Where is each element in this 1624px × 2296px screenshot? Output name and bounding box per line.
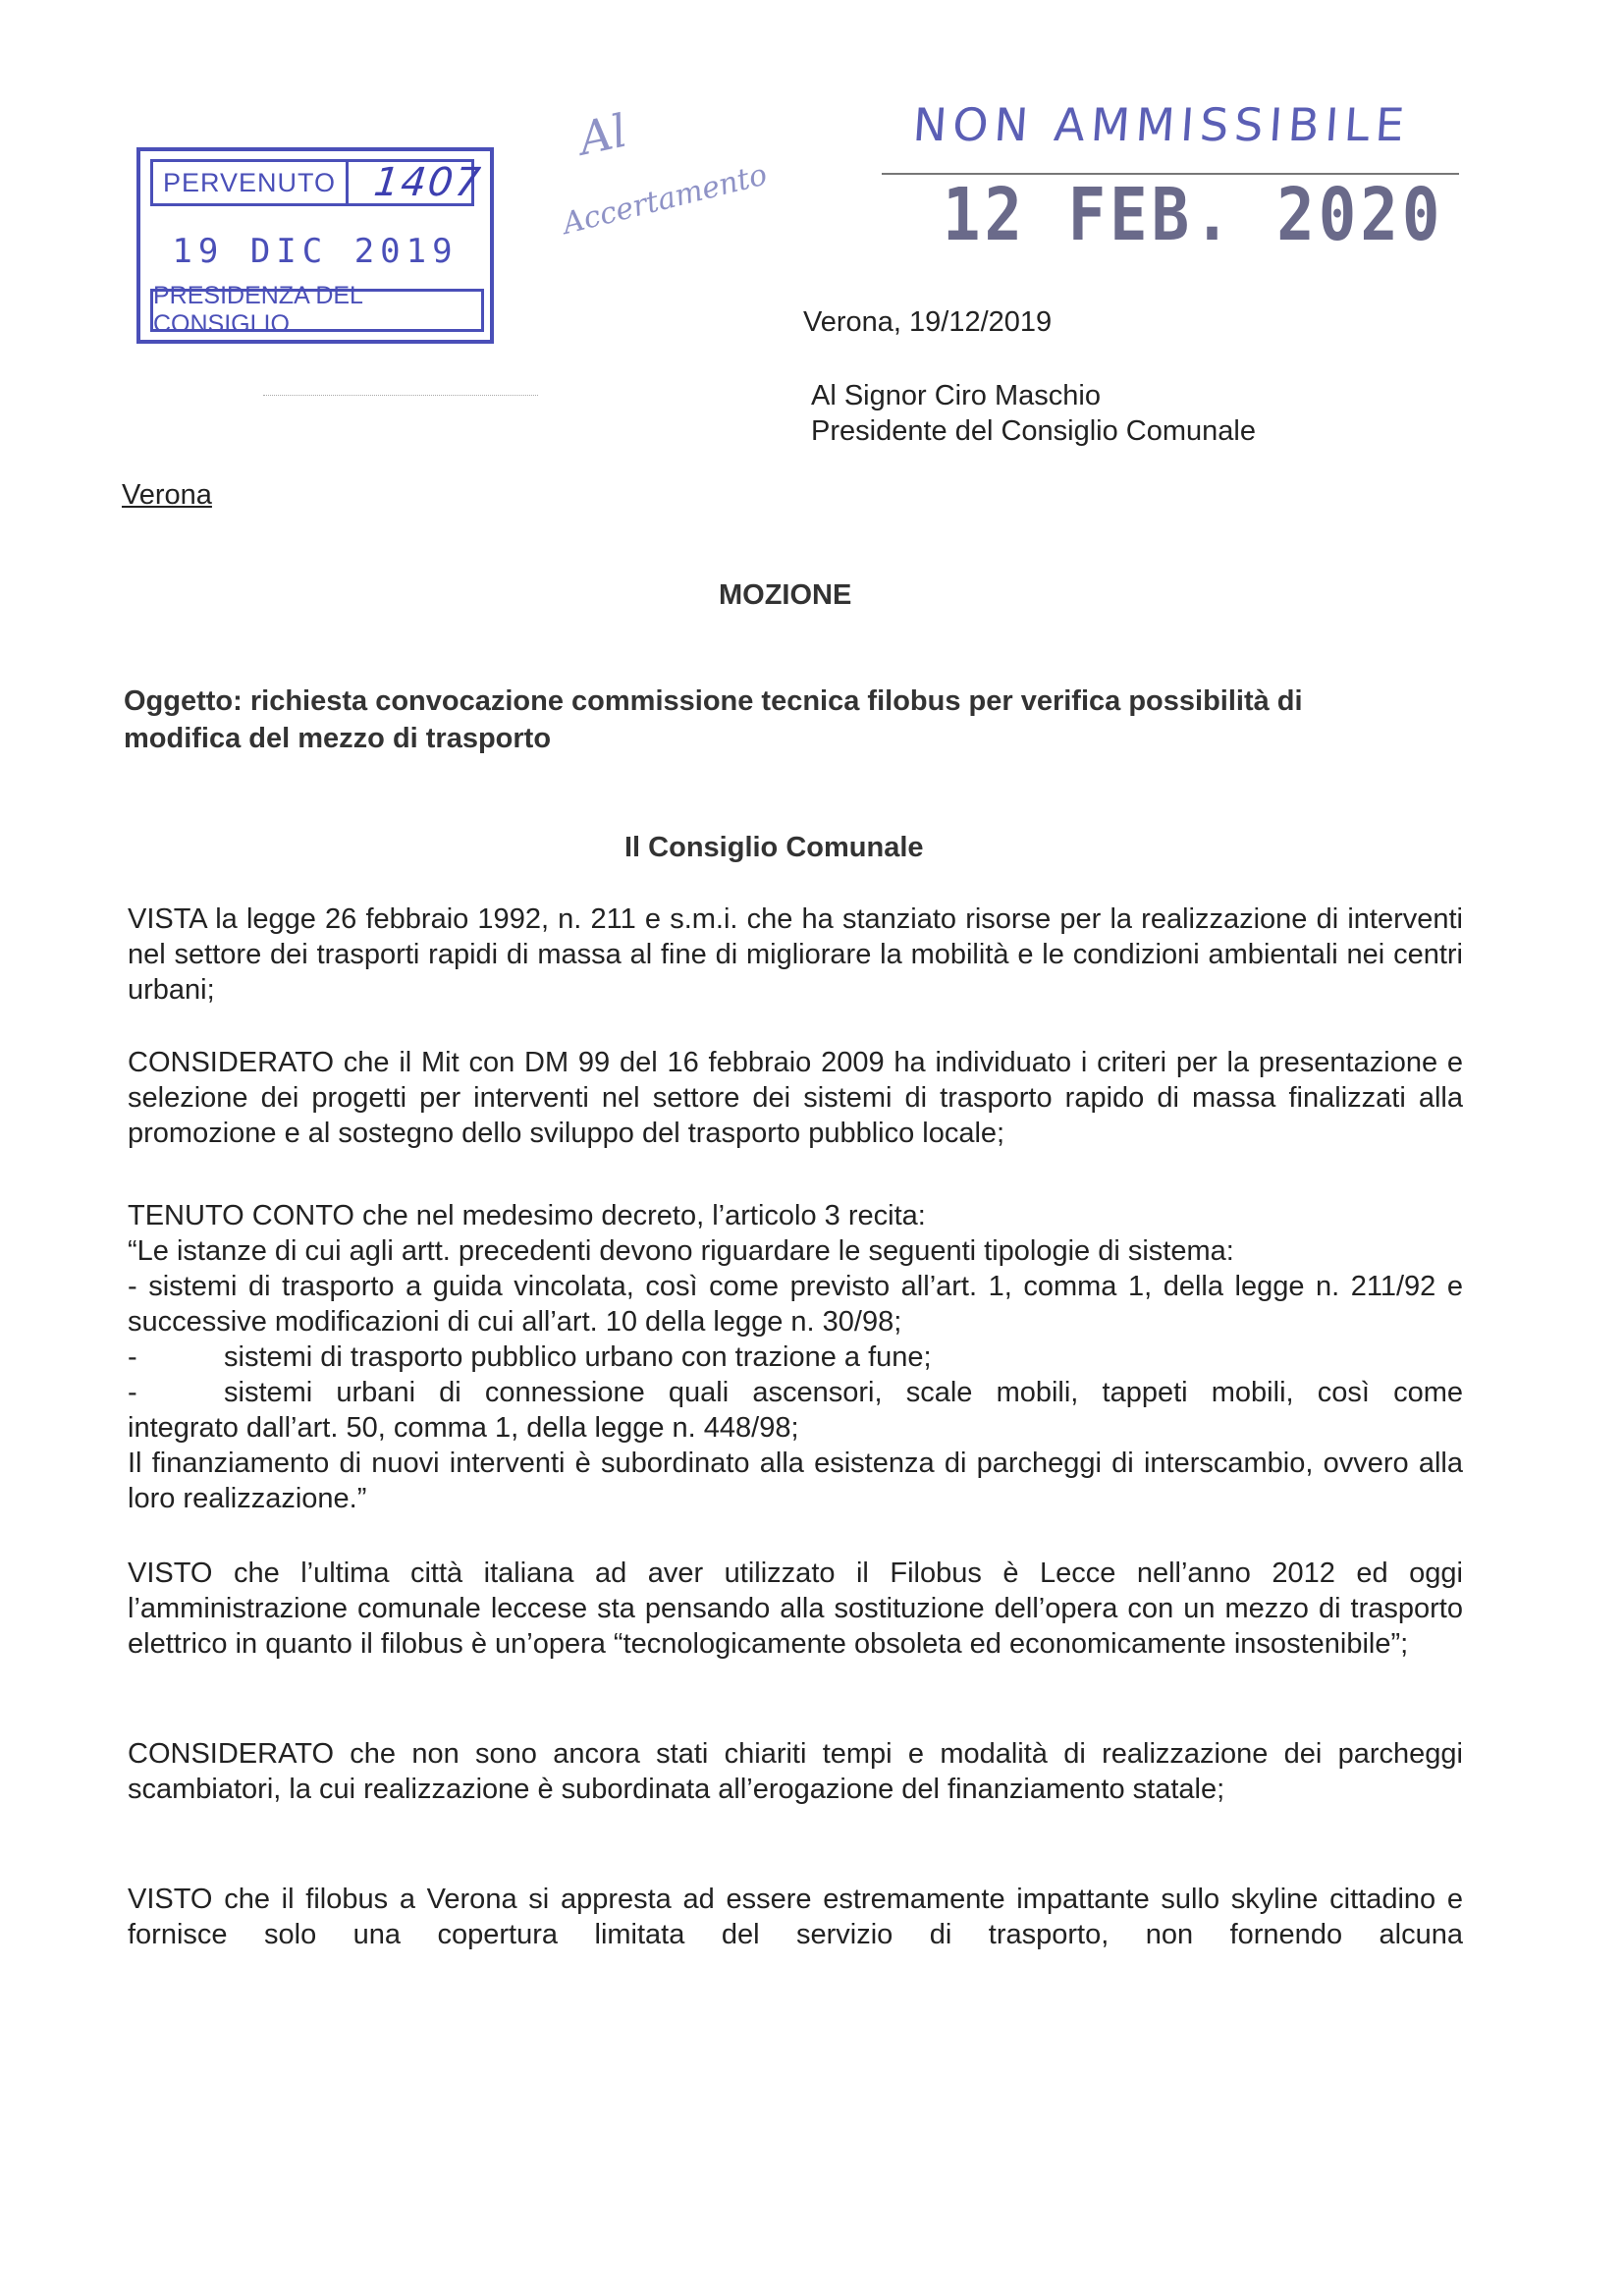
quote-closing: Il finanziamento di nuovi interventi è subordinato alla esistenza di parcheggi di interscambio, ovvero alla loro realizzazione.” [128, 1448, 1463, 1514]
quote-item-3: sistemi urbani di connessione quali ascensori, scale mobili, tappeti mobili, così come [224, 1377, 1463, 1408]
document-title: MOZIONE [719, 579, 852, 611]
place-date: Verona, 19/12/2019 [803, 306, 1053, 338]
council-heading: Il Consiglio Comunale [624, 832, 924, 863]
paragraph-visto-1: VISTO che l’ultima città italiana ad aver utilizzato il Filobus è Lecce nell’anno 2012 ed oggi l’amministrazione comunale leccese sta pensando alla sostituzione dell’opera con un mezzo di trasporto elettrico in quanto il filobus è un’opera “tecnologicamente obsoleta ed economicamente insostenibile”; [128, 1558, 1463, 1660]
handwritten-note-line1: Al [573, 103, 632, 166]
recipient-title: Presidente del Consiglio Comunale [811, 415, 1256, 447]
received-stamp [136, 147, 494, 344]
handwritten-note-line2: Accertamento [559, 157, 771, 242]
recipient-city: Verona [122, 479, 212, 511]
paragraph-considerato-1: CONSIDERATO che il Mit con DM 99 del 16 febbraio 2009 ha individuato i criteri per la presentazione e selezione dei progetti per interventi nel settore dei sistemi di trasporto rapido di massa finalizzati alla promozione e al sostegno dello sviluppo del trasporto pubblico locale; [128, 1047, 1463, 1149]
quote-item-3-dash: - [128, 1377, 137, 1408]
quote-item-2: sistemi di trasporto pubblico urbano con trazione a fune; [224, 1341, 932, 1373]
paragraph-vista: VISTA la legge 26 febbraio 1992, n. 211 e s.m.i. che ha stanziato risorse per la realizzazione di interventi nel settore dei trasporti rapidi di massa al fine di migliorare la mobilità e le condizioni ambientali nei centri urbani; [128, 903, 1463, 1006]
stamp-protocol-number: 1407 [371, 160, 485, 205]
paragraph-considerato-2: CONSIDERATO che non sono ancora stati chiariti tempi e modalità di realizzazione dei parcheggi scambiatori, la cui realizzazione è subordinata all’erogazione del finanziamento statale; [128, 1738, 1463, 1805]
stamp-received-date: 19 DIC 2019 [172, 232, 459, 271]
status-date-stamp: 12 FEB. 2020 [943, 174, 1444, 258]
quote-item-3-continued: integrato dall’art. 50, comma 1, della legge n. 448/98; [128, 1412, 799, 1444]
stamp-office: PRESIDENZA DEL CONSIGLIO [150, 289, 484, 332]
paragraph-tenuto-conto: TENUTO CONTO che nel medesimo decreto, l’articolo 3 recita: [128, 1200, 926, 1231]
quote-intro: “Le istanze di cui agli artt. precedenti devono riguardare le seguenti tipologie di sistema: [128, 1235, 1234, 1267]
stamp-header-row [150, 159, 485, 206]
subject-line2: modifica del mezzo di trasporto [124, 723, 552, 754]
quote-item-2-dash: - [128, 1341, 137, 1373]
paragraph-visto-2: VISTO che il filobus a Verona si appresta ad essere estremamente impattante sullo skyline cittadino e fornisce solo una copertura limitata del servizio di trasporto, non fornendo alcuna [128, 1884, 1463, 1950]
subject-line1: Oggetto: richiesta convocazione commissione tecnica filobus per verifica possibilità di [124, 685, 1303, 717]
status-handwritten: NON AMMISSIBILE [911, 98, 1412, 151]
dotted-line [263, 395, 538, 396]
recipient-name: Al Signor Ciro Maschio [811, 380, 1101, 411]
quote-item-1: - sistemi di trasporto a guida vincolata, così come previsto all’art. 1, comma 1, della legge n. 211/92 e successive modificazioni di cui all’art. 10 della legge n. 30/98; [128, 1271, 1463, 1338]
stamp-received-label: PERVENUTO [153, 162, 349, 203]
